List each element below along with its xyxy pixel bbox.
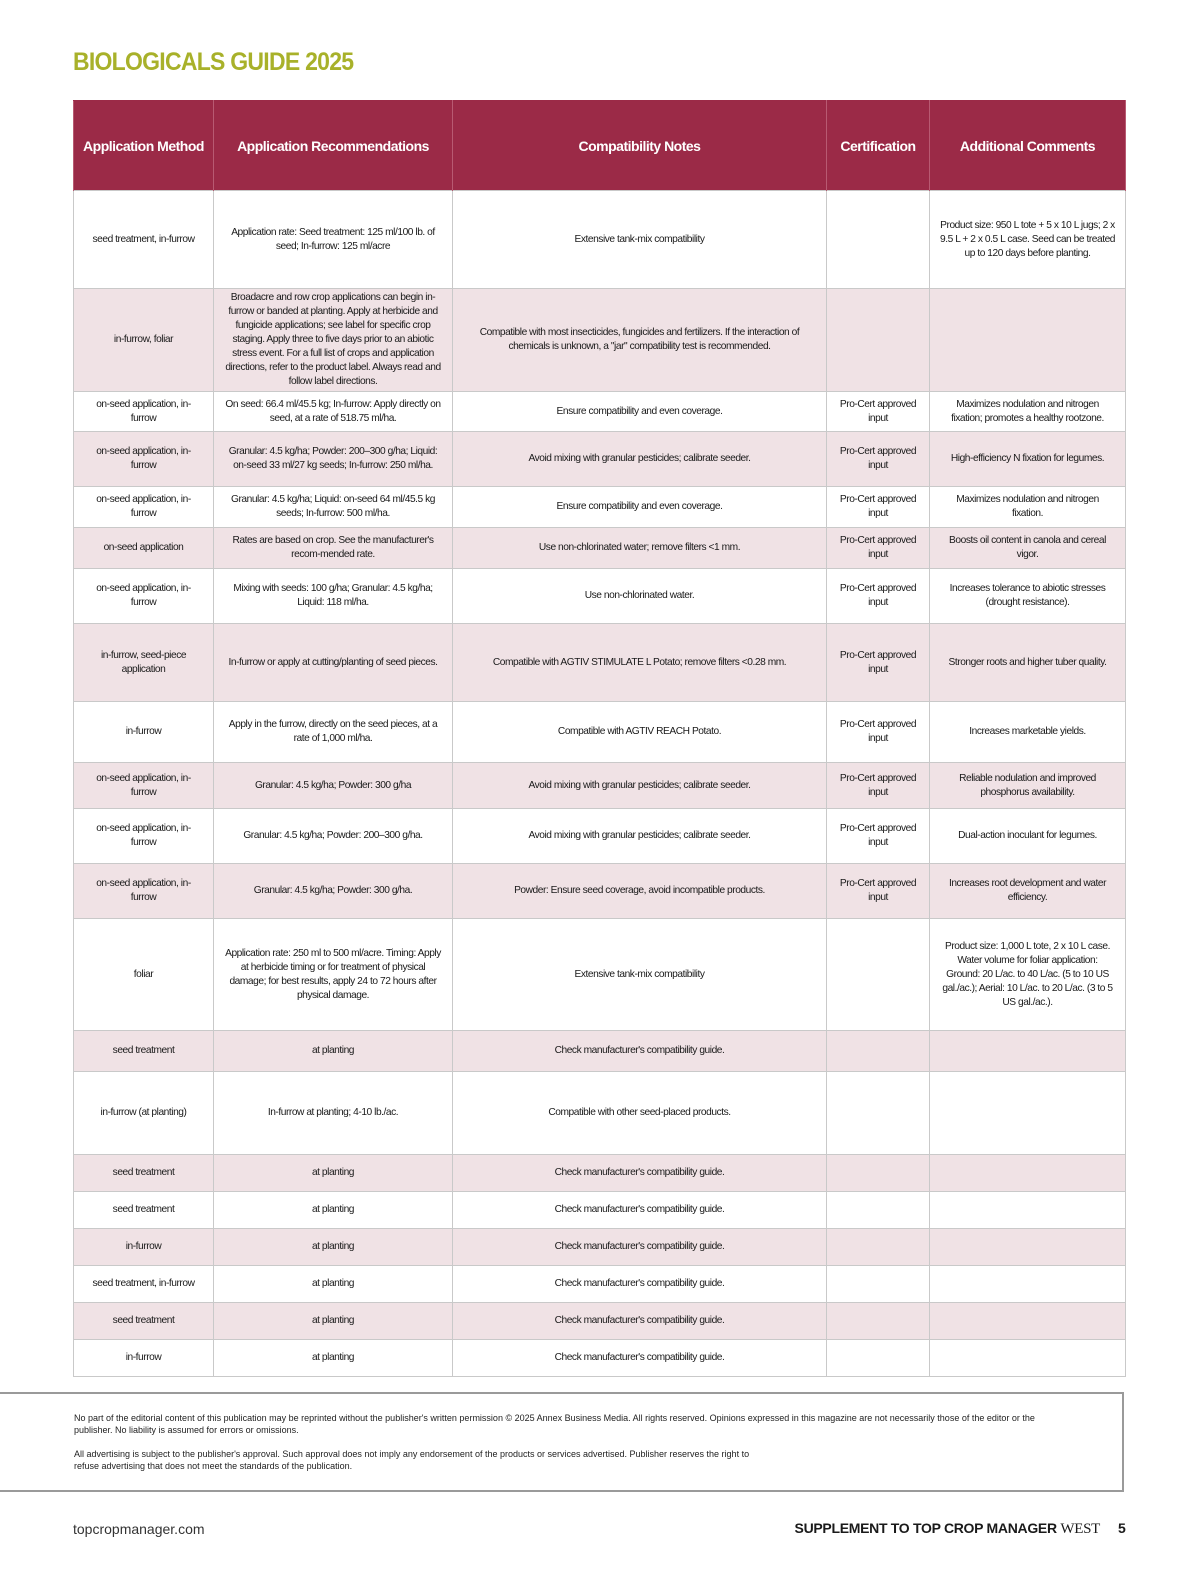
cell-application-recommendations: On seed: 66.4 ml/45.5 kg; In-furrow: Apply directly on seed, at a rate of 518.75 ml/ha.: [214, 392, 453, 432]
cell-additional-comments: [930, 1192, 1126, 1229]
cell-certification: [827, 1031, 930, 1072]
cell-certification: Pro-Cert approved input: [827, 528, 930, 569]
cell-compatibility-notes: Use non-chlorinated water; remove filters <1 mm.: [453, 528, 827, 569]
cell-compatibility-notes: Check manufacturer's compatibility guide.: [453, 1229, 827, 1266]
cell-application-recommendations: Granular: 4.5 kg/ha; Powder: 300 g/ha.: [214, 864, 453, 919]
cell-application-recommendations: at planting: [214, 1266, 453, 1303]
table-row: [74, 1031, 1126, 1072]
cell-certification: [827, 1072, 930, 1155]
cell-certification: [827, 191, 930, 289]
table-row: [74, 392, 1126, 432]
cell-additional-comments: [930, 1303, 1126, 1340]
cell-application-method: on-seed application, in-furrow: [74, 487, 214, 528]
header-additional-comments: Additional Comments: [930, 101, 1126, 191]
cell-application-method: on-seed application: [74, 528, 214, 569]
page-title: BIOLOGICALS GUIDE 2025: [73, 48, 354, 76]
cell-application-recommendations: at planting: [214, 1192, 453, 1229]
cell-application-method: seed treatment: [74, 1303, 214, 1340]
supplement-label: SUPPLEMENT TO TOP CROP MANAGER: [794, 1520, 1057, 1536]
table-row: [74, 1192, 1126, 1229]
cell-compatibility-notes: Avoid mixing with granular pesticides; calibrate seeder.: [453, 809, 827, 864]
cell-application-method: seed treatment: [74, 1192, 214, 1229]
cell-additional-comments: [930, 1155, 1126, 1192]
cell-application-method: seed treatment: [74, 1155, 214, 1192]
cell-certification: Pro-Cert approved input: [827, 702, 930, 763]
cell-certification: [827, 1340, 930, 1377]
cell-additional-comments: Stronger roots and higher tuber quality.: [930, 624, 1126, 702]
cell-compatibility-notes: Avoid mixing with granular pesticides; calibrate seeder.: [453, 763, 827, 809]
table-row: [74, 1155, 1126, 1192]
cell-application-method: in-furrow (at planting): [74, 1072, 214, 1155]
cell-compatibility-notes: Use non-chlorinated water.: [453, 569, 827, 624]
table-row: [74, 702, 1126, 763]
cell-additional-comments: Increases marketable yields.: [930, 702, 1126, 763]
cell-application-method: on-seed application, in-furrow: [74, 864, 214, 919]
cell-additional-comments: Product size: 950 L tote + 5 x 10 L jugs; 2 x 9.5 L + 2 x 0.5 L case. Seed can be treated up to 120 days before planting.: [930, 191, 1126, 289]
cell-compatibility-notes: Check manufacturer's compatibility guide.: [453, 1266, 827, 1303]
table-row: [74, 487, 1126, 528]
cell-application-recommendations: Rates are based on crop. See the manufacturer's recom-mended rate.: [214, 528, 453, 569]
table-row: [74, 919, 1126, 1031]
cell-application-recommendations: at planting: [214, 1303, 453, 1340]
table-row: [74, 763, 1126, 809]
cell-application-method: on-seed application, in-furrow: [74, 432, 214, 487]
table-row: [74, 1072, 1126, 1155]
cell-additional-comments: Boosts oil content in canola and cereal vigor.: [930, 528, 1126, 569]
table-row: [74, 864, 1126, 919]
cell-certification: Pro-Cert approved input: [827, 624, 930, 702]
table-row: [74, 1266, 1126, 1303]
cell-compatibility-notes: Extensive tank-mix compatibility: [453, 191, 827, 289]
legal-disclaimer: No part of the editorial content of this publication may be reprinted without the publisher's written permission © 2025 Annex Business Media. All rights reserved. Opinions expressed in this magazine are not necessarily those of the editor or the publisher. No liability is assumed for errors or omissions.: [74, 1413, 1035, 1435]
cell-compatibility-notes: Check manufacturer's compatibility guide.: [453, 1340, 827, 1377]
cell-application-method: in-furrow: [74, 702, 214, 763]
cell-certification: [827, 1192, 930, 1229]
cell-application-recommendations: at planting: [214, 1229, 453, 1266]
cell-additional-comments: High-efficiency N fixation for legumes.: [930, 432, 1126, 487]
cell-compatibility-notes: Avoid mixing with granular pesticides; calibrate seeder.: [453, 432, 827, 487]
table-row: [74, 1340, 1126, 1377]
cell-additional-comments: Increases tolerance to abiotic stresses (drought resistance).: [930, 569, 1126, 624]
header-application-recommendations: Application Recommendations: [214, 101, 453, 191]
cell-additional-comments: [930, 1266, 1126, 1303]
cell-application-method: in-furrow: [74, 1340, 214, 1377]
cell-application-method: seed treatment, in-furrow: [74, 191, 214, 289]
cell-application-method: in-furrow, seed-piece application: [74, 624, 214, 702]
cell-compatibility-notes: Check manufacturer's compatibility guide.: [453, 1192, 827, 1229]
cell-certification: [827, 919, 930, 1031]
cell-compatibility-notes: Powder: Ensure seed coverage, avoid incompatible products.: [453, 864, 827, 919]
cell-compatibility-notes: Check manufacturer's compatibility guide.: [453, 1031, 827, 1072]
cell-application-recommendations: Mixing with seeds: 100 g/ha; Granular: 4.5 kg/ha; Liquid: 118 ml/ha.: [214, 569, 453, 624]
header-certification: Certification: [827, 101, 930, 191]
table-row: [74, 191, 1126, 289]
cell-additional-comments: Maximizes nodulation and nitrogen fixation.: [930, 487, 1126, 528]
table-row: [74, 528, 1126, 569]
cell-certification: [827, 1229, 930, 1266]
site-url[interactable]: topcropmanager.com: [73, 1521, 205, 1537]
cell-application-recommendations: Broadacre and row crop applications can begin in-furrow or banded at planting. Apply at herbicide and fungicide applications; see label for specific crop staging. Apply three to five days prior to an abiotic stress event. For a full list of crops and application directions, refer to the product label. Always read and follow label directions.: [214, 289, 453, 392]
cell-application-recommendations: In-furrow or apply at cutting/planting of seed pieces.: [214, 624, 453, 702]
cell-application-method: on-seed application, in-furrow: [74, 763, 214, 809]
table-row: [74, 1303, 1126, 1340]
cell-additional-comments: Product size: 1,000 L tote, 2 x 10 L case. Water volume for foliar application: Ground: 20 L/ac. to 40 L/ac. (5 to 10 US gal./ac.); Aerial: 10 L/ac. to 20 L/ac. (3 to 5 US gal./ac.).: [930, 919, 1126, 1031]
cell-certification: [827, 1155, 930, 1192]
table-row: [74, 569, 1126, 624]
cell-application-recommendations: Application rate: 250 ml to 500 ml/acre. Timing: Apply at herbicide timing or for treatment of physical damage; for best results, apply 24 to 72 hours after physical damage.: [214, 919, 453, 1031]
table-row: [74, 624, 1126, 702]
table-row: [74, 1229, 1126, 1266]
cell-certification: Pro-Cert approved input: [827, 432, 930, 487]
cell-application-method: on-seed application, in-furrow: [74, 392, 214, 432]
cell-additional-comments: [930, 1031, 1126, 1072]
table-body: [74, 191, 1126, 1377]
cell-application-recommendations: Granular: 4.5 kg/ha; Liquid: on-seed 64 ml/45.5 kg seeds; In-furrow: 500 ml/ha.: [214, 487, 453, 528]
cell-application-recommendations: at planting: [214, 1155, 453, 1192]
header-compatibility-notes: Compatibility Notes: [453, 101, 827, 191]
cell-additional-comments: [930, 289, 1126, 392]
cell-certification: Pro-Cert approved input: [827, 864, 930, 919]
cell-additional-comments: [930, 1229, 1126, 1266]
advertising-notice: All advertising is subject to the publisher's approval. Such approval does not imply any endorsement of the products or services advertised. Publisher reserves the right to refuse advertising that does not meet the standards of the publication.: [74, 1449, 750, 1471]
cell-certification: [827, 289, 930, 392]
supplement-region: WEST: [1060, 1521, 1100, 1537]
table-header-row: [74, 101, 1126, 191]
cell-compatibility-notes: Check manufacturer's compatibility guide.: [453, 1155, 827, 1192]
cell-application-recommendations: Granular: 4.5 kg/ha; Powder: 200–300 g/ha; Liquid: on-seed 33 ml/27 kg seeds; In-furrow: 250 ml/ha.: [214, 432, 453, 487]
cell-certification: [827, 1266, 930, 1303]
biologicals-table-container: [73, 100, 1125, 1377]
cell-application-recommendations: In-furrow at planting; 4-10 lb./ac.: [214, 1072, 453, 1155]
cell-additional-comments: Maximizes nodulation and nitrogen fixation; promotes a healthy rootzone.: [930, 392, 1126, 432]
cell-application-recommendations: Apply in the furrow, directly on the seed pieces, at a rate of 1,000 ml/ha.: [214, 702, 453, 763]
header-application-method: Application Method: [74, 101, 214, 191]
cell-certification: Pro-Cert approved input: [827, 763, 930, 809]
cell-application-method: seed treatment, in-furrow: [74, 1266, 214, 1303]
cell-application-method: on-seed application, in-furrow: [74, 809, 214, 864]
cell-compatibility-notes: Check manufacturer's compatibility guide.: [453, 1303, 827, 1340]
cell-certification: Pro-Cert approved input: [827, 569, 930, 624]
cell-application-recommendations: Granular: 4.5 kg/ha; Powder: 200–300 g/ha.: [214, 809, 453, 864]
cell-application-method: in-furrow: [74, 1229, 214, 1266]
table-row: [74, 809, 1126, 864]
cell-additional-comments: Reliable nodulation and improved phosphorus availability.: [930, 763, 1126, 809]
cell-application-method: on-seed application, in-furrow: [74, 569, 214, 624]
cell-additional-comments: [930, 1340, 1126, 1377]
cell-certification: Pro-Cert approved input: [827, 392, 930, 432]
cell-compatibility-notes: Compatible with other seed-placed products.: [453, 1072, 827, 1155]
biologicals-table: [73, 100, 1126, 1377]
table-row: [74, 432, 1126, 487]
cell-additional-comments: Dual-action inoculant for legumes.: [930, 809, 1126, 864]
cell-additional-comments: Increases root development and water efficiency.: [930, 864, 1126, 919]
page-number: 5: [1118, 1520, 1126, 1536]
cell-application-recommendations: at planting: [214, 1031, 453, 1072]
cell-compatibility-notes: Extensive tank-mix compatibility: [453, 919, 827, 1031]
cell-application-recommendations: at planting: [214, 1340, 453, 1377]
cell-additional-comments: [930, 1072, 1126, 1155]
cell-application-recommendations: Granular: 4.5 kg/ha; Powder: 300 g/ha: [214, 763, 453, 809]
legal-notice-box: [0, 1392, 1124, 1492]
cell-application-method: foliar: [74, 919, 214, 1031]
cell-compatibility-notes: Compatible with most insecticides, fungicides and fertilizers. If the interaction of chemicals is unknown, a "jar" compatibility test is recommended.: [453, 289, 827, 392]
cell-compatibility-notes: Compatible with AGTIV STIMULATE L Potato; remove filters <0.28 mm.: [453, 624, 827, 702]
cell-compatibility-notes: Ensure compatibility and even coverage.: [453, 487, 827, 528]
cell-compatibility-notes: Ensure compatibility and even coverage.: [453, 392, 827, 432]
cell-application-method: in-furrow, foliar: [74, 289, 214, 392]
cell-certification: [827, 1303, 930, 1340]
cell-certification: Pro-Cert approved input: [827, 487, 930, 528]
cell-certification: Pro-Cert approved input: [827, 809, 930, 864]
cell-application-method: seed treatment: [74, 1031, 214, 1072]
cell-application-recommendations: Application rate: Seed treatment: 125 ml/100 lb. of seed; In-furrow: 125 ml/acre: [214, 191, 453, 289]
supplement-line: [795, 1520, 1100, 1538]
table-row: [74, 289, 1126, 392]
cell-compatibility-notes: Compatible with AGTIV REACH Potato.: [453, 702, 827, 763]
